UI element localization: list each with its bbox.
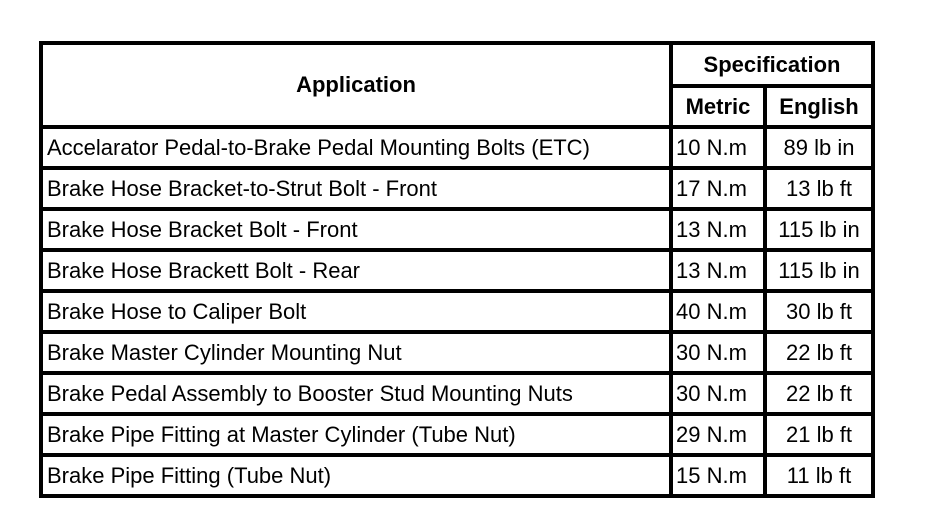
english-value-cell: 89 lb in — [765, 127, 873, 168]
table-row — [41, 455, 873, 496]
specification-group-header: Specification — [671, 43, 873, 86]
metric-value-cell: 13 N.m — [671, 250, 765, 291]
english-value-cell: 21 lb ft — [765, 414, 873, 455]
application-cell: Brake Pipe Fitting (Tube Nut) — [41, 455, 671, 496]
english-value-cell: 22 lb ft — [765, 373, 873, 414]
application-cell: Brake Master Cylinder Mounting Nut — [41, 332, 671, 373]
metric-value-cell: 10 N.m — [671, 127, 765, 168]
table-row — [41, 332, 873, 373]
table-header — [41, 43, 873, 127]
metric-value-cell: 13 N.m — [671, 209, 765, 250]
application-cell: Brake Hose Bracket Bolt - Front — [41, 209, 671, 250]
application-cell: Brake Hose Bracket-to-Strut Bolt - Front — [41, 168, 671, 209]
english-value-cell: 22 lb ft — [765, 332, 873, 373]
torque-specification-table — [39, 41, 875, 498]
metric-value-cell: 17 N.m — [671, 168, 765, 209]
table-row — [41, 168, 873, 209]
metric-value-cell: 15 N.m — [671, 455, 765, 496]
table-row — [41, 209, 873, 250]
metric-value-cell: 40 N.m — [671, 291, 765, 332]
metric-column-header: Metric — [671, 86, 765, 127]
table-body — [41, 127, 873, 496]
table-row — [41, 291, 873, 332]
application-cell: Brake Pedal Assembly to Booster Stud Mounting Nuts — [41, 373, 671, 414]
table-row — [41, 127, 873, 168]
english-value-cell: 11 lb ft — [765, 455, 873, 496]
english-column-header: English — [765, 86, 873, 127]
application-cell: Brake Hose Brackett Bolt - Rear — [41, 250, 671, 291]
application-cell: Brake Pipe Fitting at Master Cylinder (Tube Nut) — [41, 414, 671, 455]
english-value-cell: 115 lb in — [765, 250, 873, 291]
table-row — [41, 373, 873, 414]
english-value-cell: 13 lb ft — [765, 168, 873, 209]
metric-value-cell: 30 N.m — [671, 332, 765, 373]
table-row — [41, 414, 873, 455]
application-cell: Brake Hose to Caliper Bolt — [41, 291, 671, 332]
header-row-top — [41, 43, 873, 86]
metric-value-cell: 30 N.m — [671, 373, 765, 414]
table-row — [41, 250, 873, 291]
english-value-cell: 30 lb ft — [765, 291, 873, 332]
metric-value-cell: 29 N.m — [671, 414, 765, 455]
english-value-cell: 115 lb in — [765, 209, 873, 250]
application-column-header: Application — [41, 43, 671, 127]
application-cell: Accelarator Pedal-to-Brake Pedal Mounting Bolts (ETC) — [41, 127, 671, 168]
